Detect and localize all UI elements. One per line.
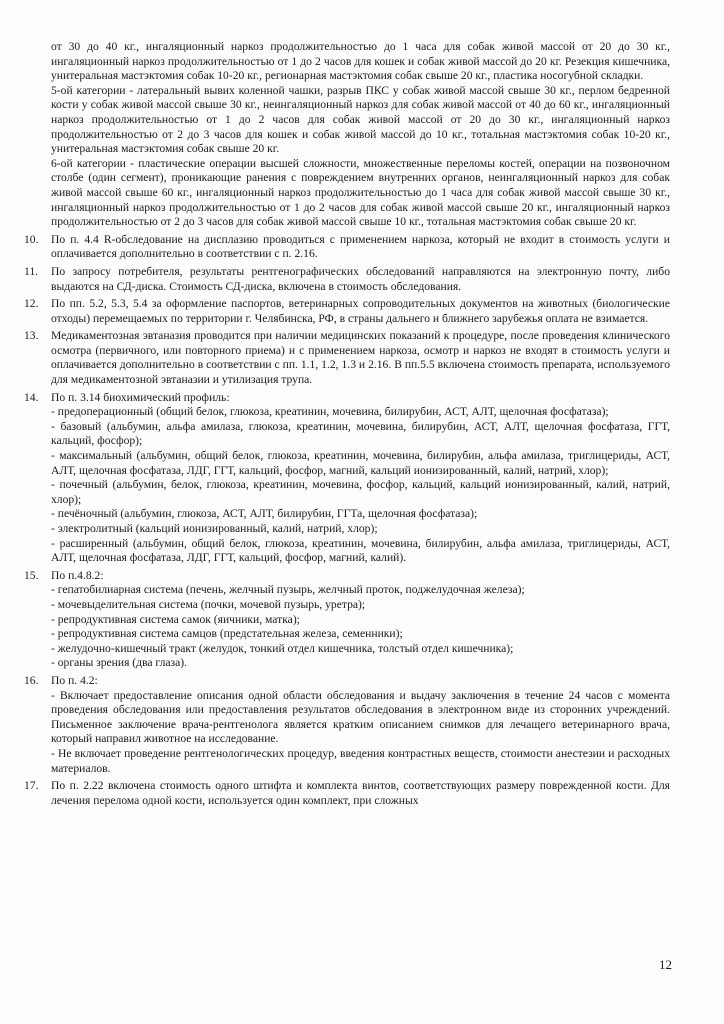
list-item bbox=[24, 569, 670, 671]
item-line: - органы зрения (два глаза). bbox=[51, 656, 188, 670]
item-line: - базовый (альбумин, альфа амилаза, глюкоза, креатинин, мочевина, билирубин, АСТ, АЛТ, щелочная фосфатаза, ГГТ, кальций, фосфор); bbox=[51, 419, 670, 448]
item-line: По запросу потребителя, результаты рентгенографических обследований направляются на электронную почту, либо выдаются на СД-диска. Стоимость СД-диска, включена в стоимость обследования. bbox=[51, 264, 670, 293]
item-line: - желудочно-кишечный тракт (желудок, тонкий отдел кишечника, толстый отдел кишечника); bbox=[51, 641, 514, 655]
item-line: По п. 4.4 R-обследование на дисплазию проводиться с применением наркоза, который не входит в стоимость услуги и оплачивается дополнительно в соответствии с п. 2.16. bbox=[51, 232, 670, 261]
list-item bbox=[24, 674, 670, 776]
item-line: - предоперационный (общий белок, глюкоза, креатинин, мочевина, билирубин, АСТ, АЛТ, щелочная фосфатаза); bbox=[51, 405, 609, 419]
list-item bbox=[24, 329, 670, 387]
item-number: 12. bbox=[24, 297, 39, 311]
item-number: 10. bbox=[24, 232, 39, 246]
page-number: 12 bbox=[659, 957, 672, 972]
item-body bbox=[51, 329, 670, 387]
item-number: 16. bbox=[24, 673, 39, 687]
item-number: 13. bbox=[24, 329, 39, 343]
item-body bbox=[51, 233, 670, 262]
item-line: - репродуктивная система самок (яичники, матка); bbox=[51, 612, 300, 626]
item-line: - мочевыделительная система (почки, мочевой пузырь, уретра); bbox=[51, 597, 366, 611]
item-line: По п.4.8.2: bbox=[51, 568, 104, 582]
item-line: По п. 3.14 биохимический профиль: bbox=[51, 390, 230, 404]
item-body bbox=[51, 674, 670, 776]
numbered-list bbox=[24, 233, 670, 812]
item-body bbox=[51, 779, 670, 808]
item-line: - почечный (альбумин, белок, глюкоза, креатинин, мочевина, фосфор, кальций, кальций ионизированный, калий, натрий, хлор); bbox=[51, 478, 670, 506]
item-line: - репродуктивная система самцов (предстательная железа, семенники); bbox=[51, 627, 403, 641]
item-body bbox=[51, 265, 670, 294]
item-number: 11. bbox=[24, 264, 39, 278]
item-body bbox=[51, 391, 670, 566]
item-line: - гепатобилиарная система (печень, желчный пузырь, желчный проток, поджелудочная железа); bbox=[51, 583, 525, 597]
item-line: - расширенный (альбумин, общий белок, глюкоза, креатинин, мочевина, билирубин, альфа амилаза, триглицериды, АСТ, АЛТ, щелочная фосфатаза, ЛДГ, ГГТ, кальций, фосфор, магний, калий). bbox=[51, 536, 670, 565]
item-number: 17. bbox=[24, 779, 39, 793]
item-line: - печёночный (альбумин, глюкоза, АСТ, АЛТ, билирубин, ГГТа, щелочная фосфатаза); bbox=[51, 507, 478, 521]
category-6-paragraph: 6-ой категории - пластические операции высшей сложности, множественные переломы костей, операции на позвоночном столбе (один сегмент), проникающие ранения с повреждением внутренних органов, неингаляционный наркоз для собак живой массой свыше 60 кг., ингаляционный наркоз продолжительностью до 1 часа для собак живой массой свыше 30 кг., ингаляционный наркоз продолжительностью от 1 до 2 часов для собак живой массой свыше 20 кг., ингаляционный наркоз продолжительностью от 2 до 3 часов для собак живой массой свыше 10 кг., тотальная мастэктомия собак свыше 20 кг. bbox=[51, 156, 670, 229]
item-body bbox=[51, 569, 670, 671]
item-line: По п. 4.2: bbox=[51, 673, 98, 687]
document-body bbox=[24, 40, 670, 811]
item-line: - Не включает проведение рентгенологических процедур, введения контрастных веществ, стоимости анестезии и расходных материалов. bbox=[51, 746, 670, 775]
category-5-paragraph: 5-ой категории - латеральный вывих коленной чашки, разрыв ПКС у собак живой массой свыше 30 кг., перлом бедренной кости у собак живой массой свыше 30 кг., неингаляционный наркоз для собак живой массой от 40 до 60 кг., ингаляционный наркоз продолжительностью от 1 до 2 часов для собак живой массой от 20 до 30 кг., ингаляционный наркоз продолжительностью от 2 до 3 часов для кошек и собак живой массой до 10 кг., тотальная мастэктомия собак 10-20 кг., унитеральная мастэктомия собак свыше 20 кг. bbox=[51, 83, 670, 156]
item-line: - электролитный (кальций ионизированный, калий, натрий, хлор); bbox=[51, 522, 378, 535]
list-item bbox=[24, 779, 670, 808]
item-body bbox=[51, 297, 670, 326]
list-item bbox=[24, 233, 670, 262]
item-line: - максимальный (альбумин, общий белок, глюкоза, креатинин, мочевина, билирубин, альфа амилаза, триглицериды, АСТ, АЛТ, щелочная фосфатаза, ЛДГ, ГГТ, кальций, фосфор, магний, кальций ионизированный, калий, натрий, хлор); bbox=[51, 449, 670, 477]
item-line: - Включает предоставление описания одной области обследования и выдачу заключения в течение 24 часов с момента проведения обследования или предоставления результатов обследования в электронном виде из сторонних учреждений. Письменное заключение врача-рентгенолога является кратким описанием снимков для лечащего ветеринарного врача, который направил животное на исследование. bbox=[51, 688, 670, 746]
item-number: 15. bbox=[24, 568, 39, 582]
item-line: По пп. 5.2, 5.3, 5.4 за оформление паспортов, ветеринарных сопроводительных документов на животных (биологические отходы) перемещаемых по территории г. Челябинска, РФ, в страны дальнего и ближнего зарубежья оплата не взимается. bbox=[51, 297, 670, 325]
intro-paragraph: от 30 до 40 кг., ингаляционный наркоз продолжительностью до 1 часа для собак живой массой от 20 до 30 кг., ингаляционный наркоз продолжительностью от 1 до 2 часов для кошек и собак живой массой до 20 кг. Резекция кишечника, унитеральная мастэктомия собак 10-20 кг., регионарная мастэктомия собак свыше 20 кг., пластика носогубной складки. bbox=[51, 40, 670, 83]
item-number: 14. bbox=[24, 390, 39, 404]
list-item bbox=[24, 297, 670, 326]
item-line: По п. 2.22 включена стоимость одного штифта и комплекта винтов, соответствующих размеру поврежденной кости. Для лечения перелома одной кости, используется один комплект, при сложных bbox=[51, 779, 670, 807]
list-item bbox=[24, 265, 670, 294]
item-line: Медикаментозная эвтаназия проводится при наличии медицинских показаний к процедуре, после проведения клинического осмотра (первичного, или повторного приема) и с применением наркоза, осмотр и наркоз не входят в стоимость услуги и оплачивается дополнительно в соответствии с пп. 1.1, 1.2, 1.3 и 2.16. В пп.5.5 включена стоимость препарата, используемого для медикаментозной эвтаназии и утилизация трупа. bbox=[51, 329, 670, 387]
list-item bbox=[24, 391, 670, 566]
